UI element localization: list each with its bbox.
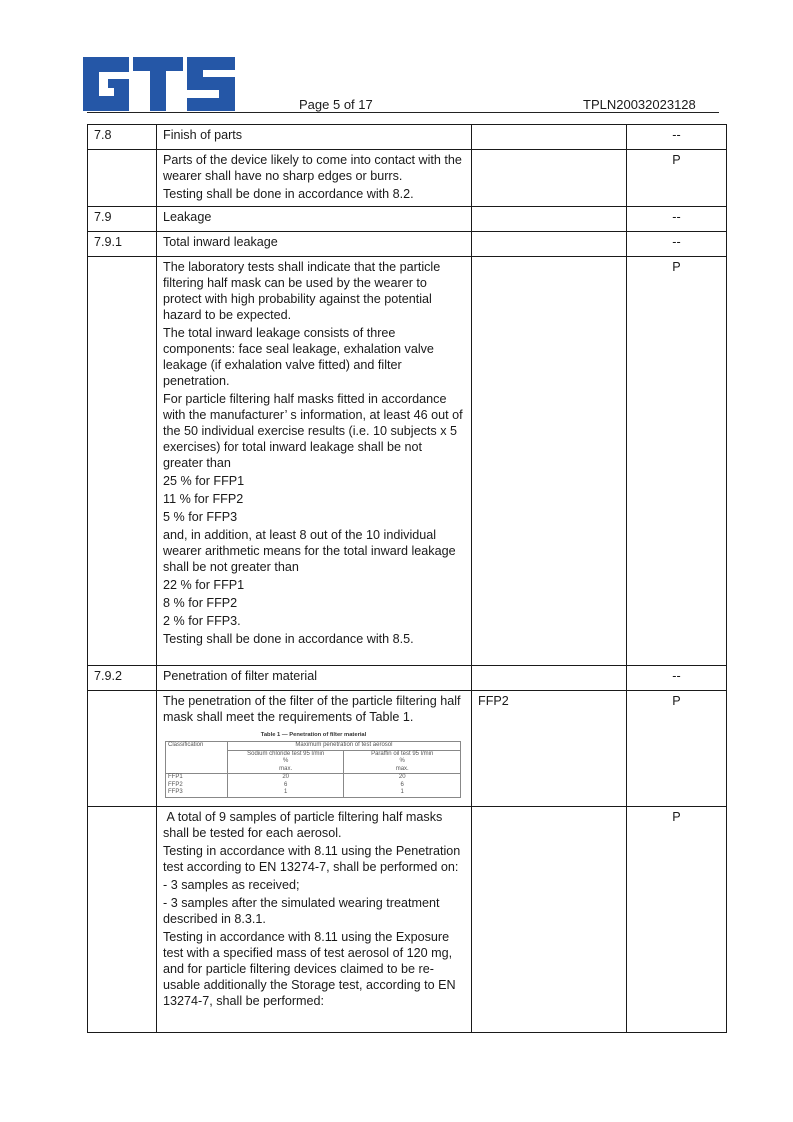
classification-header: Classification	[166, 742, 228, 774]
sodium-header: Sodium chloride test 95 l/min % max.	[227, 750, 344, 774]
requirement-cell: Total inward leakage	[157, 232, 472, 257]
table-row	[88, 232, 727, 257]
requirement-cell: Penetration of filter material	[157, 666, 472, 691]
clause-cell	[88, 150, 157, 207]
verdict-cell: --	[627, 125, 727, 150]
table-row	[88, 257, 727, 666]
max-penetration-header: Maximum penetration of test aerosol	[227, 742, 460, 751]
table1-caption: Table 1 — Penetration of filter material	[260, 732, 367, 738]
verdict-cell: --	[627, 207, 727, 232]
page-header	[0, 0, 793, 115]
table-row	[88, 125, 727, 150]
result-cell	[472, 150, 627, 207]
requirement-cell: Leakage	[157, 207, 472, 232]
clause-cell	[88, 807, 157, 1033]
result-cell	[472, 232, 627, 257]
table-row	[88, 666, 727, 691]
result-cell	[472, 257, 627, 666]
clause-cell: 7.9.1	[88, 232, 157, 257]
clause-cell	[88, 257, 157, 666]
table-row	[88, 207, 727, 232]
verdict-cell: P	[627, 691, 727, 807]
verdict-cell: --	[627, 666, 727, 691]
clause-cell	[88, 691, 157, 807]
requirement-cell: Finish of parts	[157, 125, 472, 150]
clause-cell: 7.8	[88, 125, 157, 150]
test-results-table	[87, 124, 727, 1033]
table-row	[88, 807, 727, 1033]
result-cell	[472, 207, 627, 232]
table-row	[88, 691, 727, 807]
result-cell	[472, 807, 627, 1033]
verdict-cell: --	[627, 232, 727, 257]
table1-header-row	[166, 742, 461, 751]
verdict-cell: P	[627, 257, 727, 666]
table1-data-row: FFP1 FFP2 FFP3 20 6 1 20 6 1	[166, 774, 461, 798]
table-row	[88, 150, 727, 207]
result-cell	[472, 125, 627, 150]
result-cell: FFP2	[472, 691, 627, 807]
page-number: Page 5 of 17	[299, 97, 373, 112]
clause-cell: 7.9	[88, 207, 157, 232]
header-divider	[87, 112, 719, 113]
clause-cell: 7.9.2	[88, 666, 157, 691]
result-cell	[472, 666, 627, 691]
embedded-table-1	[165, 731, 462, 798]
requirement-cell: The laboratory tests shall indicate that the particle filtering half mask can be used by the wearer to protect with high probability against the potential hazard to be expected. The total inward leakage consists of three components: face seal leakage, exhalation valve leakage (if exhalation valve fitted) and filter penetration. For particle filtering half masks fitted in accordance with the manufacturer’ s information, at least 46 out of the 50 individual exercise results (i.e. 10 subjects x 5 exercises) for total inward leakage shall be not greater than 25 % for FFP1 11 % for FFP2 5 % for FFP3 and, in addition, at least 8 out of the 10 individual wearer arithmetic means for the total inward leakage shall be not greater than 22 % for FFP1 8 % for FFP2 2 % for FFP3. Testing shall be done in accordance with 8.5.	[157, 257, 472, 666]
penetration-table	[165, 741, 461, 798]
document-id: TPLN20032023128	[583, 97, 696, 112]
gts-logo	[83, 57, 235, 111]
requirement-cell: Parts of the device likely to come into contact with the wearer shall have no sharp edges or burrs. Testing shall be done in accordance with 8.2.	[157, 150, 472, 207]
paraffin-header: Paraffin oil test 95 l/min % max.	[344, 750, 461, 774]
verdict-cell: P	[627, 150, 727, 207]
requirement-cell: A total of 9 samples of particle filtering half masks shall be tested for each aerosol. Testing in accordance with 8.11 using the Penetration test according to EN 13274-7, shall be performed on: - 3 samples as received; - 3 samples after the simulated wearing treatment described in 8.3.1. Testing in accordance with 8.11 using the Exposure test with a specified mass of test aerosol of 120 mg, and for particle filtering devices claimed to be re-usable additionally the Storage test, according to EN 13274-7, shall be performed:	[157, 807, 472, 1033]
verdict-cell: P	[627, 807, 727, 1033]
requirement-cell: The penetration of the filter of the particle filtering half mask shall meet the requirements of Table 1. Table 1 — Penetration of filter material Classification Maximum penetration of test aerosol Sodium chloride test 95 l/min % max. Paraffin oil test 95 l/min % max. FFP1 FFP2 FFP3 20 6 1 20 6 1	[157, 691, 472, 807]
